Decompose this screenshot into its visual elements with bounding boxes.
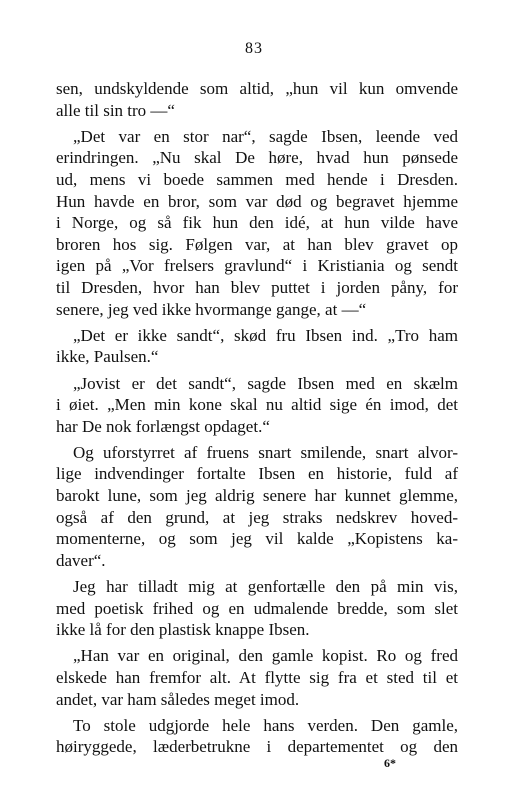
- text-line: i øiet. „Men min kone skal nu altid sige én imod, det: [56, 395, 458, 415]
- text-line: „Det er ikke sandt“, skød fru Ibsen ind. „Tro ham: [73, 325, 458, 345]
- paragraph: [56, 715, 458, 758]
- paragraph: [56, 373, 458, 438]
- text-line: ud, mens vi boede sammen med hende i Dresden.: [56, 169, 458, 189]
- body-text: [56, 78, 458, 763]
- text-line: elskede han fremfor alt. At flytte sig fra et sted til et: [56, 668, 458, 687]
- text-line: „Han var en original, den gamle kopist. Ro og fred: [73, 646, 458, 666]
- text-line: har De nok forlængst opdaget.“: [56, 416, 270, 436]
- text-line: To stole udgjorde hele hans verden. Den gamle,: [73, 715, 458, 735]
- text-line: Og uforstyrret af fruens snart smilende, snart alvor-: [73, 442, 458, 462]
- paragraph: [56, 645, 458, 710]
- signature-mark: 6*: [384, 756, 396, 770]
- text-line: til Dresden, hvor han blev puttet i jorden påny, for: [56, 277, 458, 297]
- paragraph: [56, 442, 458, 572]
- paragraph: [56, 325, 458, 368]
- text-line: ikke lå for den plastisk knappe Ibsen.: [56, 620, 310, 640]
- text-line: med poetisk frihed og en udmalende bredde, som slet: [56, 598, 458, 618]
- paragraph: [56, 576, 458, 641]
- text-line: høiryggede, læderbetrukne i departementet og den: [56, 737, 458, 757]
- text-line: erindringen. „Nu skal De høre, hvad hun pønsede: [56, 148, 458, 168]
- text-line: andet, var ham således meget imod.: [56, 689, 300, 709]
- text-line: „Det var en stor nar“, sagde Ibsen, leende ved: [73, 126, 458, 146]
- text-line: igen på „Vor frelsers gravlund“ i Kristiania og sendt: [56, 256, 458, 276]
- text-line: alle til sin tro —“: [56, 100, 175, 120]
- page-number: 83: [245, 40, 263, 57]
- text-line: ikke, Paulsen.“: [56, 347, 159, 367]
- paragraph: [56, 78, 458, 121]
- text-line: Jeg har tilladt mig at genfortælle den på min vis,: [73, 577, 458, 597]
- text-line: momenterne, og som jeg vil kalde „Kopistens ka-: [56, 529, 458, 549]
- text-line: i Norge, og så fik hun den idé, at hun vilde have: [56, 213, 458, 233]
- text-line: sen, undskyldende som altid, „hun vil kun omvende: [56, 79, 458, 98]
- text-line: broren hos sig. Følgen var, at han blev gravet op: [56, 234, 458, 254]
- text-line: barokt lune, som jeg aldrig senere har kunnet glemme,: [56, 486, 458, 506]
- text-line: Hun havde en bror, som var død og begravet hjemme: [56, 191, 458, 211]
- paragraph: [56, 126, 458, 320]
- text-line: senere, jeg ved ikke hvormange gange, at —“: [56, 299, 367, 319]
- text-line: også af den grund, at jeg straks nedskrev hoved-: [56, 507, 458, 527]
- text-line: daver“.: [56, 550, 106, 570]
- text-line: lige indvendinger fortalte Ibsen en historie, fuld af: [56, 464, 458, 484]
- text-line: „Jovist er det sandt“, sagde Ibsen med en skælm: [73, 373, 458, 393]
